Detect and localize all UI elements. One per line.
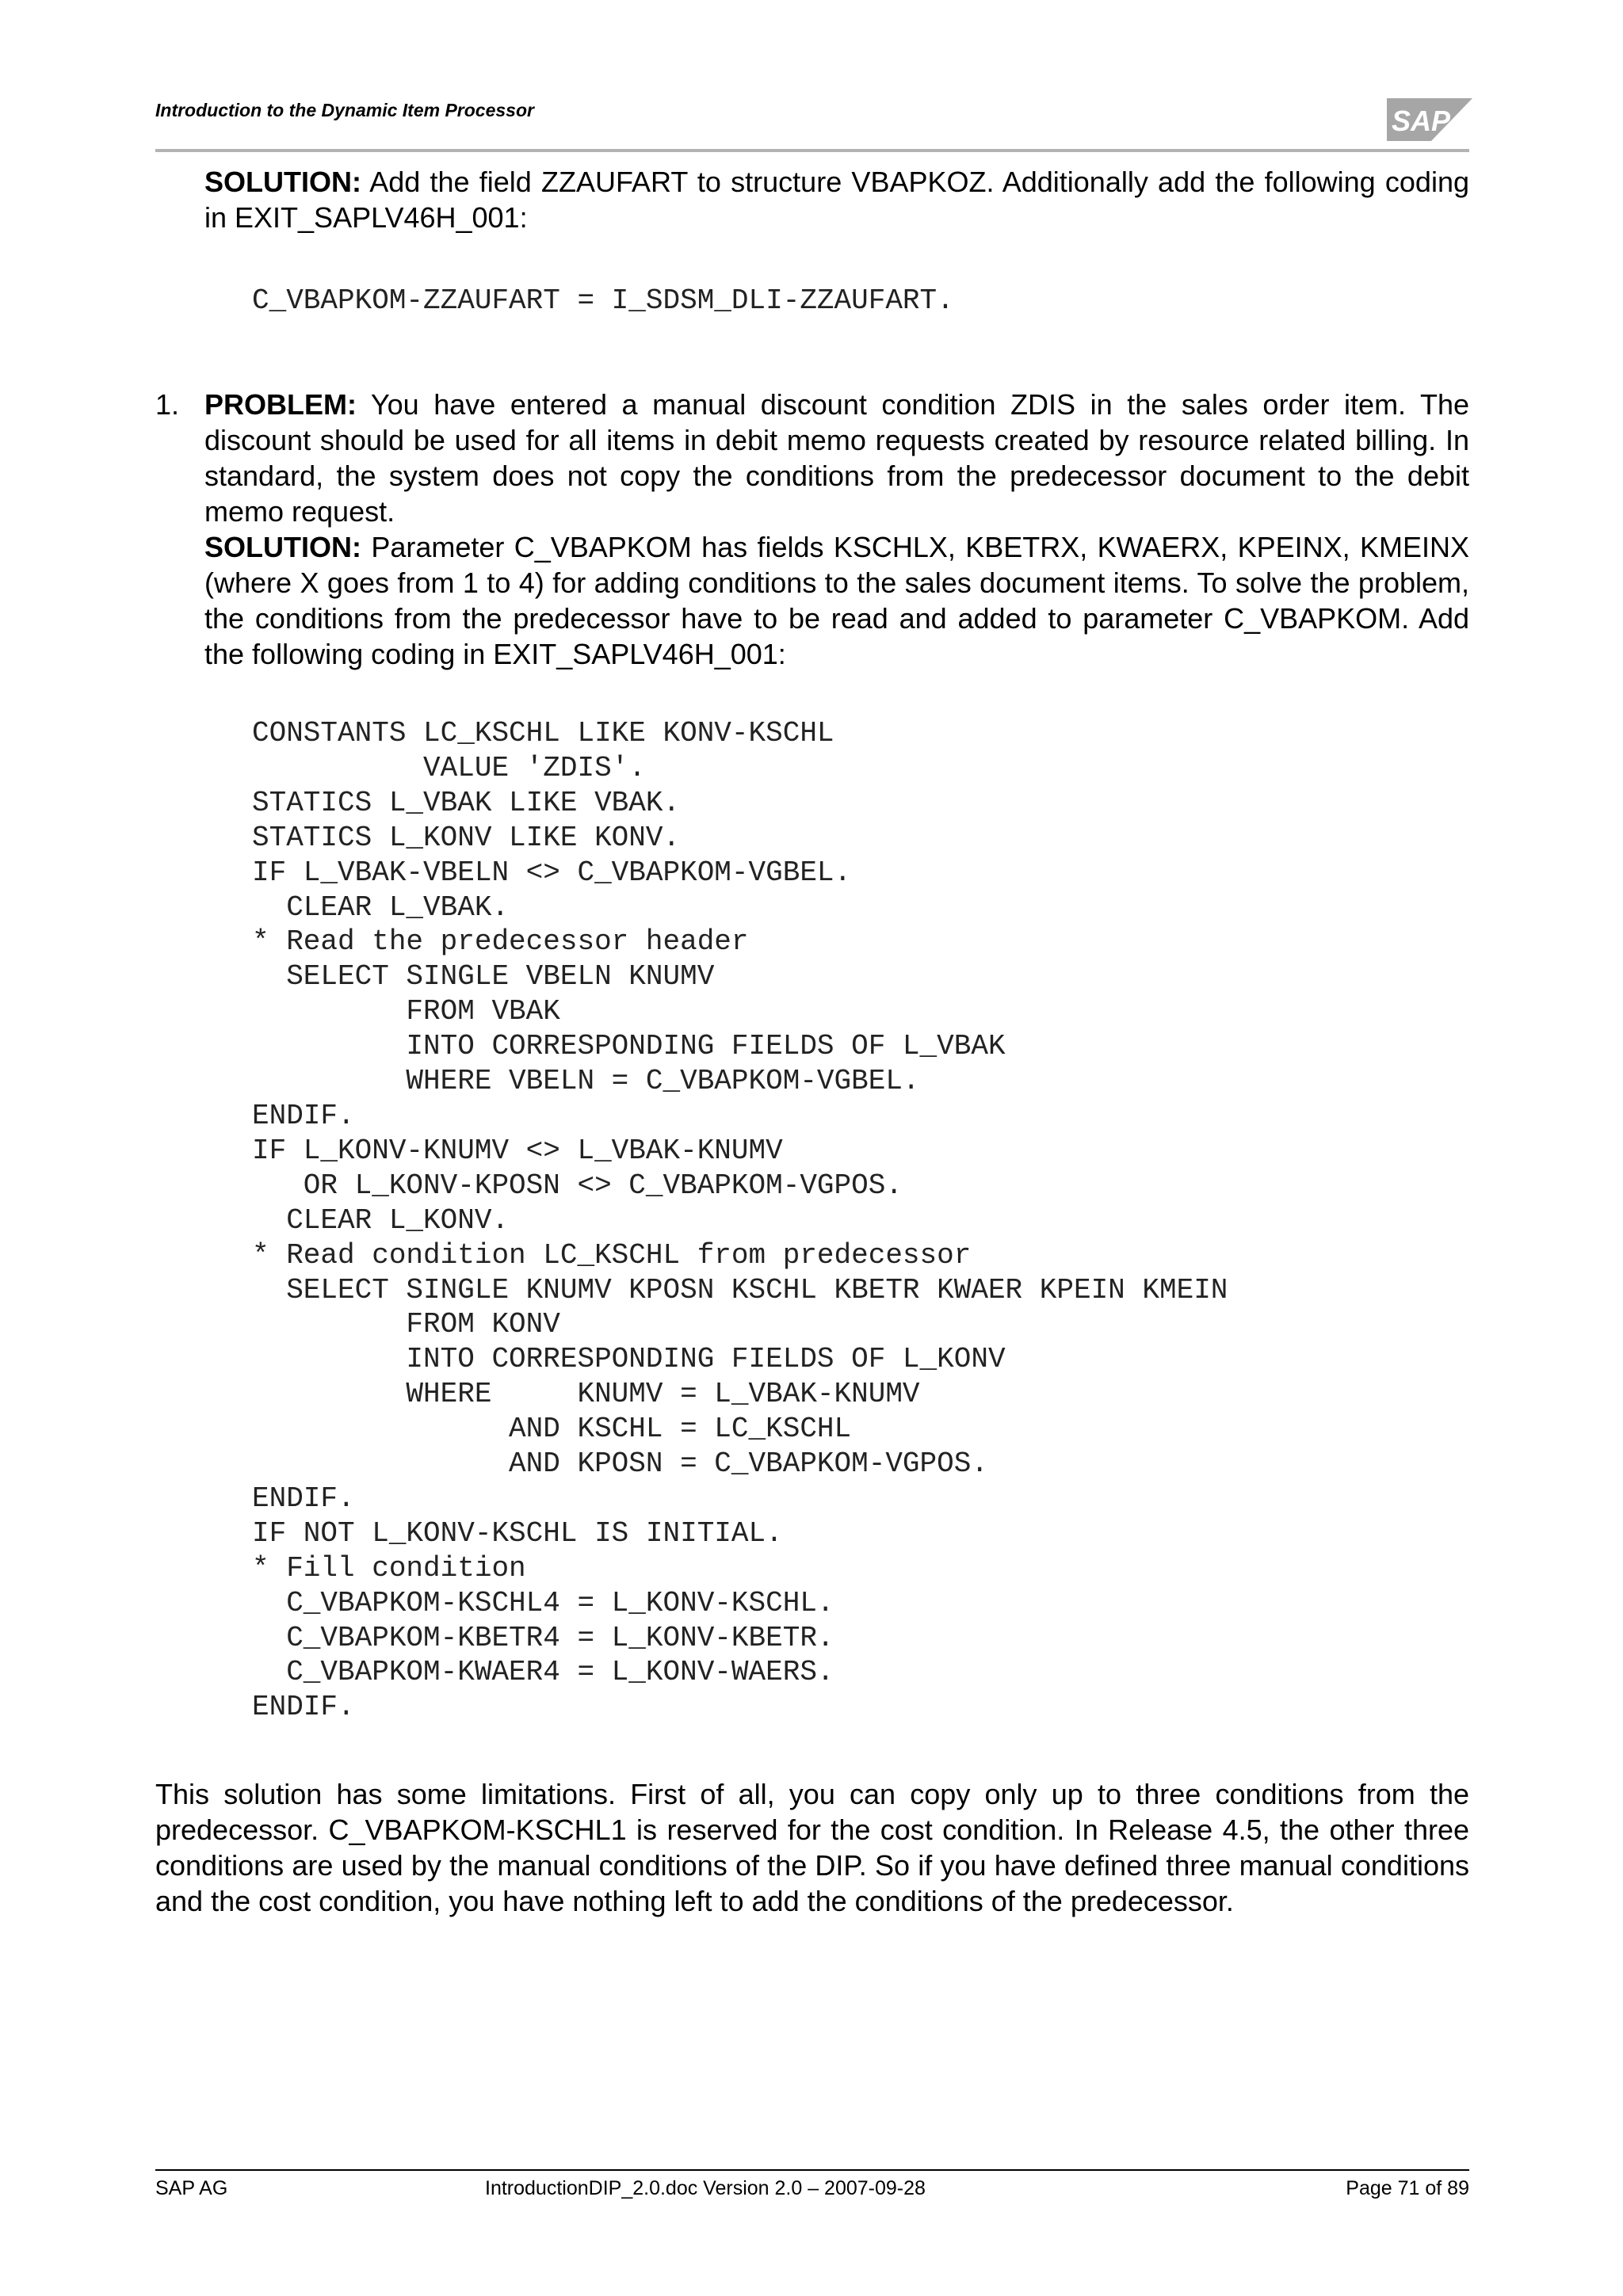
- header-rule: [155, 149, 1469, 152]
- code-block-main: CONSTANTS LC_KSCHL LIKE KONV-KSCHL VALUE 'ZDIS'. STATICS L_VBAK LIKE VBAK. STATICS L_KONV LIKE KONV. IF L_VBAK-VBELN <> C_VBAPKOM-VGBEL. CLEAR L_VBAK. * Read the predecessor header SELECT SINGLE VBELN KNUMV FROM VBAK INTO CORRESPONDING FIELDS OF L_VBAK WHERE VBELN = C_VBAPKOM-VGBEL. ENDIF. IF L_KONV-KNUMV <> L_VBAK-KNUMV OR L_KONV-KPOSN <> C_VBAPKOM-VGPOS. CLEAR L_KONV. * Read condition LC_KSCHL from predecessor SELECT SINGLE KNUMV KPOSN KSCHL KBETR KWAER KPEIN KMEIN FROM KONV INTO CORRESPONDING FIELDS OF L_KONV WHERE KNUMV = L_VBAK-KNUMV AND KSCHL = LC_KSCHL AND KPOSN = C_VBAPKOM-VGPOS. ENDIF. IF NOT L_KONV-KSCHL IS INITIAL. * Fill condition C_VBAPKOM-KSCHL4 = L_KONV-KSCHL. C_VBAPKOM-KBETR4 = L_KONV-KBETR. C_VBAPKOM-KWAER4 = L_KONV-WAERS. ENDIF.: [252, 717, 1228, 1724]
- solution-top-paragraph: [204, 164, 1469, 235]
- solution-label-2: SOLUTION:: [204, 531, 361, 563]
- footer-company: SAP AG: [155, 2177, 228, 2199]
- problem-label: PROBLEM:: [204, 388, 357, 421]
- header-title: Introduction to the Dynamic Item Processor: [155, 100, 534, 120]
- solution-text-2: Parameter C_VBAPKOM has fields KSCHLX, KBETRX, KWAERX, KPEINX, KMEINX (where X goes from 1 to 4) for adding conditions to the sales document items. To solve the problem, the conditions from the predecessor have to be read and added to parameter C_VBAPKOM. Add the following coding in EXIT_SAPLV46H_001:: [204, 531, 1469, 670]
- list-number: 1.: [155, 388, 180, 421]
- solution-text: Add the field ZZAUFART to structure VBAPKOZ. Additionally add the following coding in EXIT_SAPLV46H_001:: [204, 166, 1469, 234]
- footer-document: IntroductionDIP_2.0.doc Version 2.0 – 2007-09-28: [485, 2177, 926, 2199]
- code-block-top: C_VBAPKOM-ZZAUFART = I_SDSM_DLI-ZZAUFART.: [252, 284, 954, 317]
- solution-paragraph: [204, 529, 1469, 672]
- closing-paragraph: This solution has some limitations. First of all, you can copy only up to three conditions from the predecessor. C_VBAPKOM-KSCHL1 is reserved for the cost condition. In Release 4.5, the other three conditions are used by the manual conditions of the DIP. So if you have defined three manual conditions and the cost condition, you have nothing left to add the conditions of the predecessor.: [155, 1778, 1469, 1917]
- sap-logo: [1387, 98, 1472, 141]
- solution-label: SOLUTION:: [204, 166, 361, 198]
- sap-logo-text: SAP: [1392, 105, 1451, 137]
- problem-paragraph: [204, 387, 1469, 529]
- footer-page-number: Page 71 of 89: [1346, 2177, 1469, 2199]
- footer-rule: [155, 2169, 1469, 2171]
- problem-text: You have entered a manual discount condition ZDIS in the sales order item. The discount should be used for all items in debit memo requests created by resource related billing. In standard, the system does not copy the conditions from the predecessor document to the debit memo request.: [204, 388, 1469, 528]
